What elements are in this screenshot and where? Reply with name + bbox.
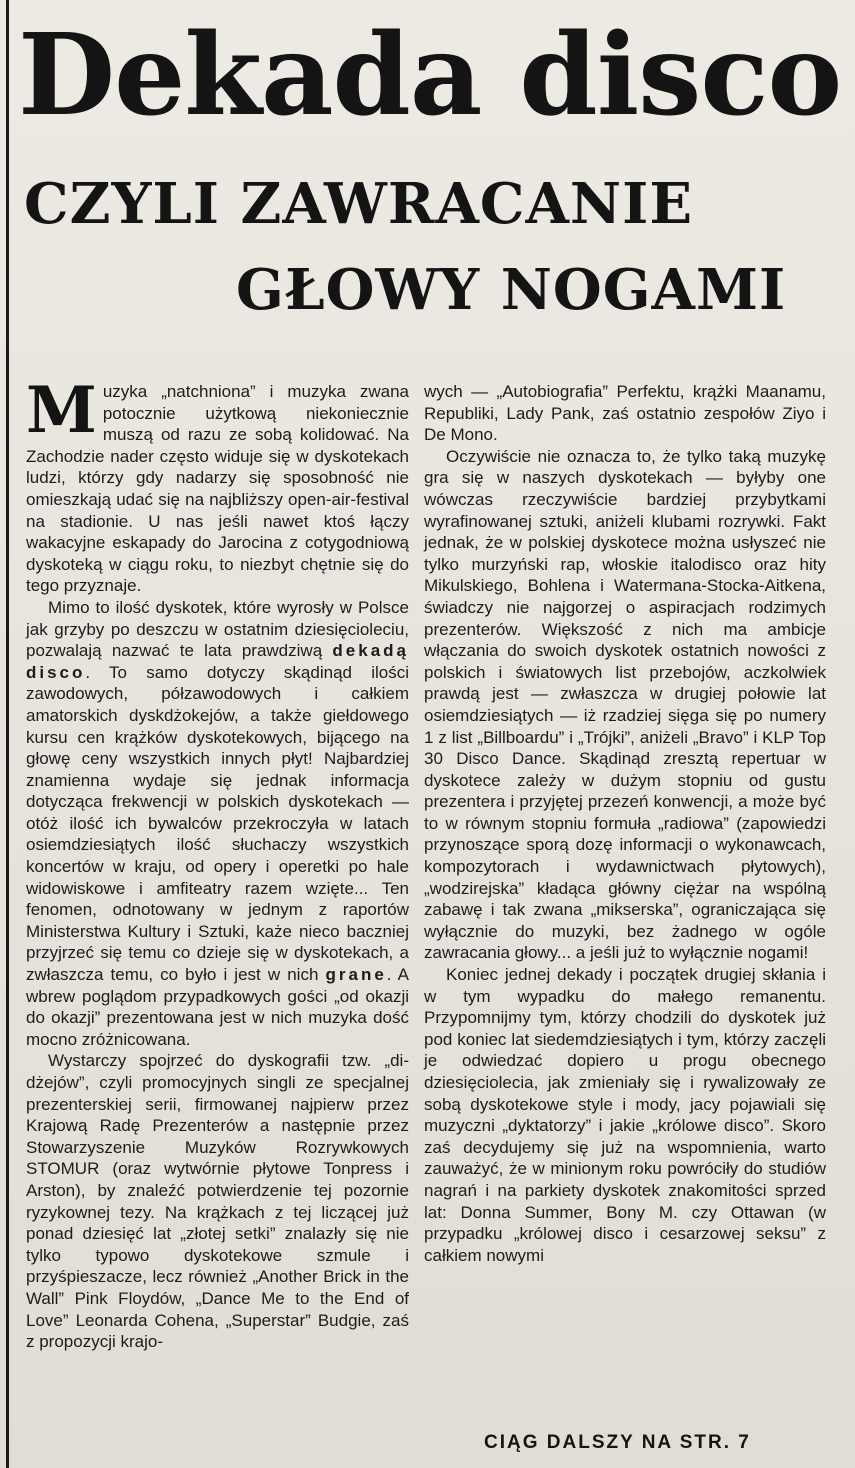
paragraph-text: Koniec jednej dekady i początek drugiej skłania i w tym wypadku do małego remanentu. Przypomnijmy tym, którzy chodzili do dyskotek już pod koniec lat siedemdziesiątych i tym, którzy zaczęli je odwiedzać dopiero u progu obecnego dziesięciolecia, jak zmieniały się i rywalizowały ze sobą dyskotekowe style i mody, jacy pojawiali się muzyczni „dyktatorzy” i jakie „królowe disco”. Skoro zaś decydujemy się już na wspomnienia, warto zauważyć, że w minionym roku powróciły do studiów nagrań i na parkiety dyskotek znakomitości sprzed lat: Donna Summer, Bony M. czy Ottawan (w przypadku „królowej disco i cesarzowej seksu” z całkiem nowymi [424, 965, 826, 1265]
emphasized-text: grane [325, 965, 387, 985]
paragraph-text: uzyka „natchniona” i muzyka zwana potocznie użytkową niekoniecznie muszą od razu ze sobą kolidować. Na Zachodzie nader często widuje się w dyskotekach ludzi, którzy gdy nadarzy się sposobność nie omieszkają udać się na najbliższy open-air-festival na stadionie. U nas jeśli nawet ktoś łączy wakacyjne eskapady do Jarocina z cotygodniową dyskoteką w ciągu roku, to niezbyt chętnie się do tego przyznaje. [26, 382, 409, 596]
article-paragraph [26, 373, 409, 597]
paragraph-text: . A wbrew poglądom przypadkowych gości „od okazji do okazji” prezentowana jest w nich muzyka dość mocno zróżnicowana. [26, 965, 409, 1049]
headline-subtitle-line1: CZYLI ZAWRACANIE [24, 171, 693, 237]
paragraph-text: wych — „Autobiografia” Perfektu, krążki Maanamu, Republiki, Lady Pank, zaś ostatnio zespołów Ziyo i De Mono. [424, 382, 826, 445]
article-paragraph [26, 1050, 409, 1352]
article-paragraph [424, 964, 826, 1266]
headline-subtitle-line2: GŁOWY NOGAMI [236, 257, 787, 323]
headline-title: Dekada disco [18, 10, 842, 141]
article-paragraph [424, 446, 826, 964]
paragraph-text: Oczywiście nie oznacza to, że tylko taką muzykę gra się w naszych dyskotekach — byłyby one wówczas rzeczywiście bardziej przybytkami wyrafinowanej sztuki, aniżeli klubami rozrywki. Fakt jednak, że w polskiej dyskotece można usłyszeć nie tylko murzyński rap, włoskie italodisco oraz hity Mikulskiego, Bohlena i Watermana-Stocka-Aitkena, świadczy nie najgorzej o aspiracjach rodzimych prezenterów. Większość z nich ma ambicje włączania do swoich dyskotek ostatnich nowości z polskich i światowych list przebojów, aczkolwiek prawdą jest — zwłaszcza w drugiej połowie lat osiemdziesiątych — iż rzadziej sięga się po numery 1 z list „Billboardu” i „Trójki”, aniżeli „Bravo” i KLP Top 30 Disco Dance. Skądinąd zresztą repertuar w dyskotece zależy w dużym stopniu od gustu prezentera i przyjętej przezeń konwencji, a może być to w równym stopniu formuła „radiowa” (zapowiedzi przynoszące sporą dozę informacji o wykonawcach, kompozytorach i wydawnictwach płytowych), „wodzirejska” kładąca główny ciężar na wspólną zabawę i tak zwana „mikserska”, ograniczająca się wyłącznie do muzyki, bez żadnego w ogóle zawracania głowy... a jeśli już to wyłącznie nogami! [424, 446, 826, 963]
continued-on-page-note: CIĄG DALSZY NA STR. 7 [484, 1432, 751, 1453]
paragraph-text: . To samo dotyczy skądinąd ilości zawodowych, półzawodowych i całkiem amatorskich dyskdżokejów, a także giełdowego kursu cen krążków dyskotekowych, bijącego na głowę ceny wszystkich innych płyt! Najbardziej znamienna wydaje się jednak informacja dotycząca frekwencji w polskich dyskotekach — otóż ilość ich bywalców przekroczyła w latach osiemdziesiątych ilość słuchaczy wszystkich koncertów w kraju, od opery i operetki po hale widowiskowe i amfiteatry razem wzięte... Ten fenomen, odnotowany w jednym z raportów Ministerstwa Kultury i Sztuki, każe nieco baczniej przyjrzeć się temu co dzieje się w dyskotekach, a zwłaszcza temu, co było i jest w nich [26, 662, 409, 985]
emphasized-text: dekadą disco [26, 641, 409, 682]
drop-cap: M [26, 373, 97, 448]
article-paragraph [424, 381, 826, 446]
article-right-column [424, 381, 826, 1266]
paragraph-text: Mimo to ilość dyskotek, które wyrosły w Polsce jak grzyby po deszczu w ostatnim dziesięcioleciu, pozwalają nazwać te lata prawdziwą [26, 597, 409, 661]
paragraph-text: Wystarczy spojrzeć do dyskografii tzw. „di-dżejów”, czyli promocyjnych singli ze specjalnej prezenterskiej serii, firmowanej najpierw przez Krajową Radę Prezenterów a następnie przez Stowarzyszenie Muzyków Rozrywkowych STOMUR (oraz wytwórnie płytowe Tonpress i Arston), by znaleźć potwierdzenie tej pozornie ryzykownej tezy. Na krążkach z tej liczącej już ponad dziesięć lat „złotej setki” znalazły się nie tylko typowo dyskotekowe szmule i przyśpieszacze, lecz również „Another Brick in the Wall” Pink Floydów, „Dance Me to the End of Love” Leonarda Cohena, „Superstar” Budgie, zaś z propozycji krajo- [26, 1051, 409, 1352]
article-left-column [26, 373, 409, 1353]
column-rule [6, 0, 9, 1468]
article-paragraph [26, 597, 409, 1050]
